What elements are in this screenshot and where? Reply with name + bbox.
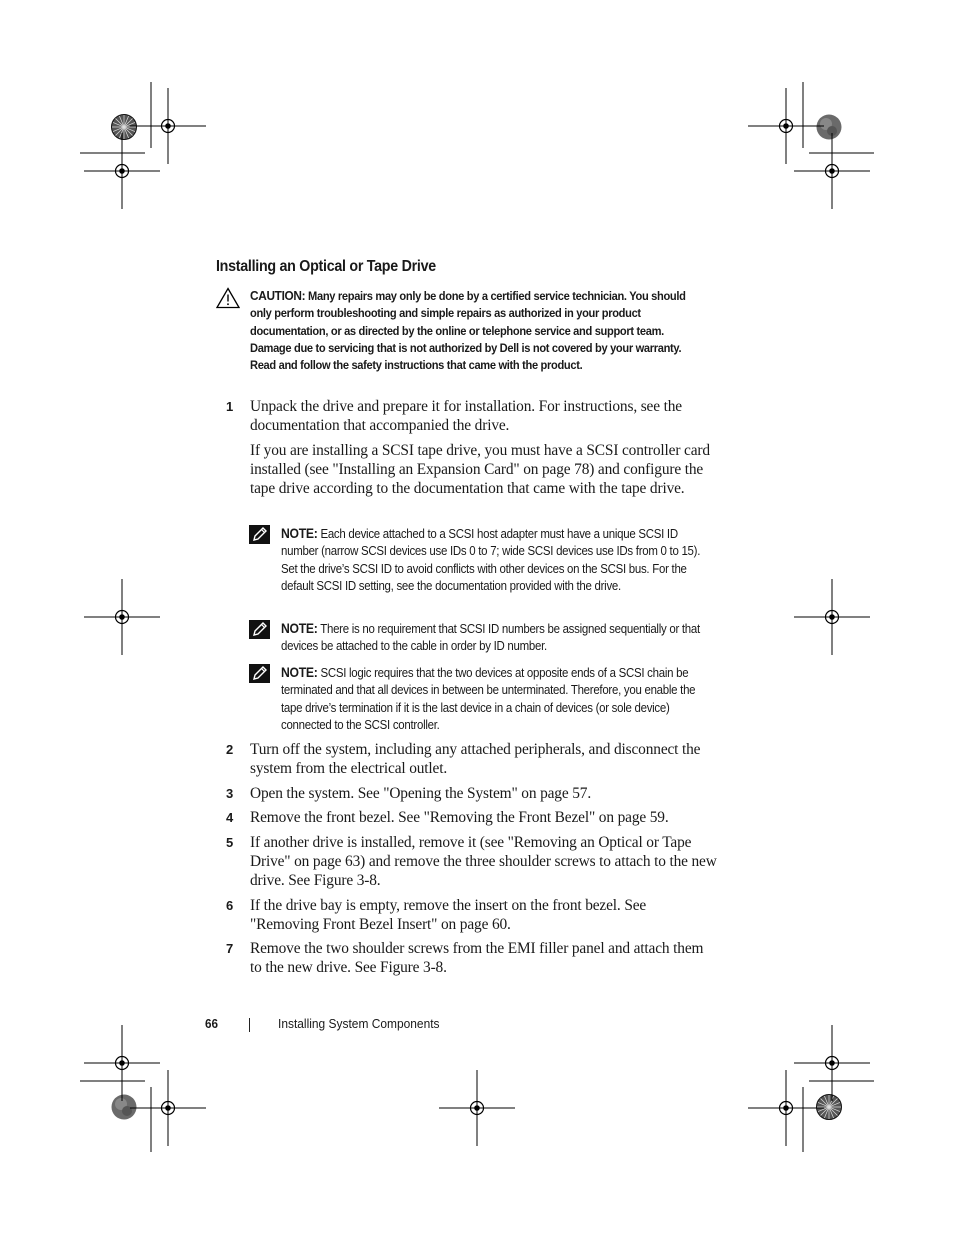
step-text: If another drive is installed, remove it (see "Removing an Optical or Tape Drive" on page 63) and remove the three shoulder screws to attach to the new drive. See Figure 3-8. bbox=[250, 834, 717, 890]
step-number: 5 bbox=[226, 835, 234, 850]
caution-body: Many repairs may only be done by a certified service technician. You should only perform troubleshooting and simple repairs as authorized in your product documentation, or as directed by the online or telephone service and support team. Damage due to servicing that is not authorized by Dell is not covered by your warranty. Read and follow the safety instructions that came with the product. bbox=[250, 289, 686, 373]
step-number: 4 bbox=[226, 810, 234, 825]
step-text: Unpack the drive and prepare it for installation. For instructions, see the documentation that accompanied the drive. bbox=[250, 398, 682, 435]
note-text bbox=[281, 664, 716, 734]
caution-text bbox=[250, 287, 701, 374]
step-text: If the drive bay is empty, remove the insert on the front bezel. See "Removing Front Bezel Insert" on page 60. bbox=[250, 897, 647, 934]
step-number: 6 bbox=[226, 898, 234, 913]
note-label: NOTE: bbox=[281, 621, 318, 636]
note-label: NOTE: bbox=[281, 665, 318, 680]
step-text: Turn off the system, including any attached peripherals, and disconnect the system from the electrical outlet. bbox=[250, 741, 701, 778]
note-body: There is no requirement that SCSI ID numbers be assigned sequentially or that devices be attached to the cable in order by ID number. bbox=[281, 622, 700, 654]
note-pencil-icon bbox=[249, 525, 270, 544]
step-number: 7 bbox=[226, 941, 234, 956]
note-pencil-icon bbox=[249, 664, 270, 683]
step-number: 2 bbox=[226, 742, 234, 757]
note-pencil-icon bbox=[249, 620, 270, 639]
warning-triangle-icon bbox=[216, 287, 240, 309]
footer-divider bbox=[249, 1018, 250, 1032]
section-title: Installing an Optical or Tape Drive bbox=[216, 258, 436, 275]
scsi-paragraph: If you are installing a SCSI tape drive, you must have a SCSI controller card installed (see "Installing an Expansion Card" on page 78) and configure the tape drive according to the documentation that came with the tape drive. bbox=[250, 442, 710, 498]
page-number: 66 bbox=[205, 1016, 219, 1031]
footer-chapter-title: Installing System Components bbox=[278, 1016, 440, 1031]
note-body: Each device attached to a SCSI host adapter must have a unique SCSI ID number (narrow SCSI devices use IDs 0 to 7; wide SCSI devices use IDs from 0 to 15). Set the drive’s SCSI ID to avoid conflicts with other devices on the SCSI bus. For the default SCSI ID setting, see the documentation provided with the drive. bbox=[281, 527, 701, 593]
step-number: 3 bbox=[226, 786, 234, 801]
step-number: 1 bbox=[226, 399, 234, 414]
step-text: Remove the two shoulder screws from the EMI filler panel and attach them to the new drive. See Figure 3-8. bbox=[250, 940, 704, 977]
note-label: NOTE: bbox=[281, 526, 318, 541]
step-text: Remove the front bezel. See "Removing the Front Bezel" on page 59. bbox=[250, 809, 669, 826]
step-text: Open the system. See "Opening the System" on page 57. bbox=[250, 785, 592, 802]
note-text bbox=[281, 525, 716, 595]
note-text bbox=[281, 620, 716, 656]
caution-label: CAUTION: bbox=[250, 288, 306, 303]
note-body: SCSI logic requires that the two devices at opposite ends of a SCSI chain be terminated and that all devices in between be unterminated. Therefore, you enable the tape drive’s termination if it is the last device in a chain of devices (or sole device) connected to the SCSI controller. bbox=[281, 666, 696, 732]
